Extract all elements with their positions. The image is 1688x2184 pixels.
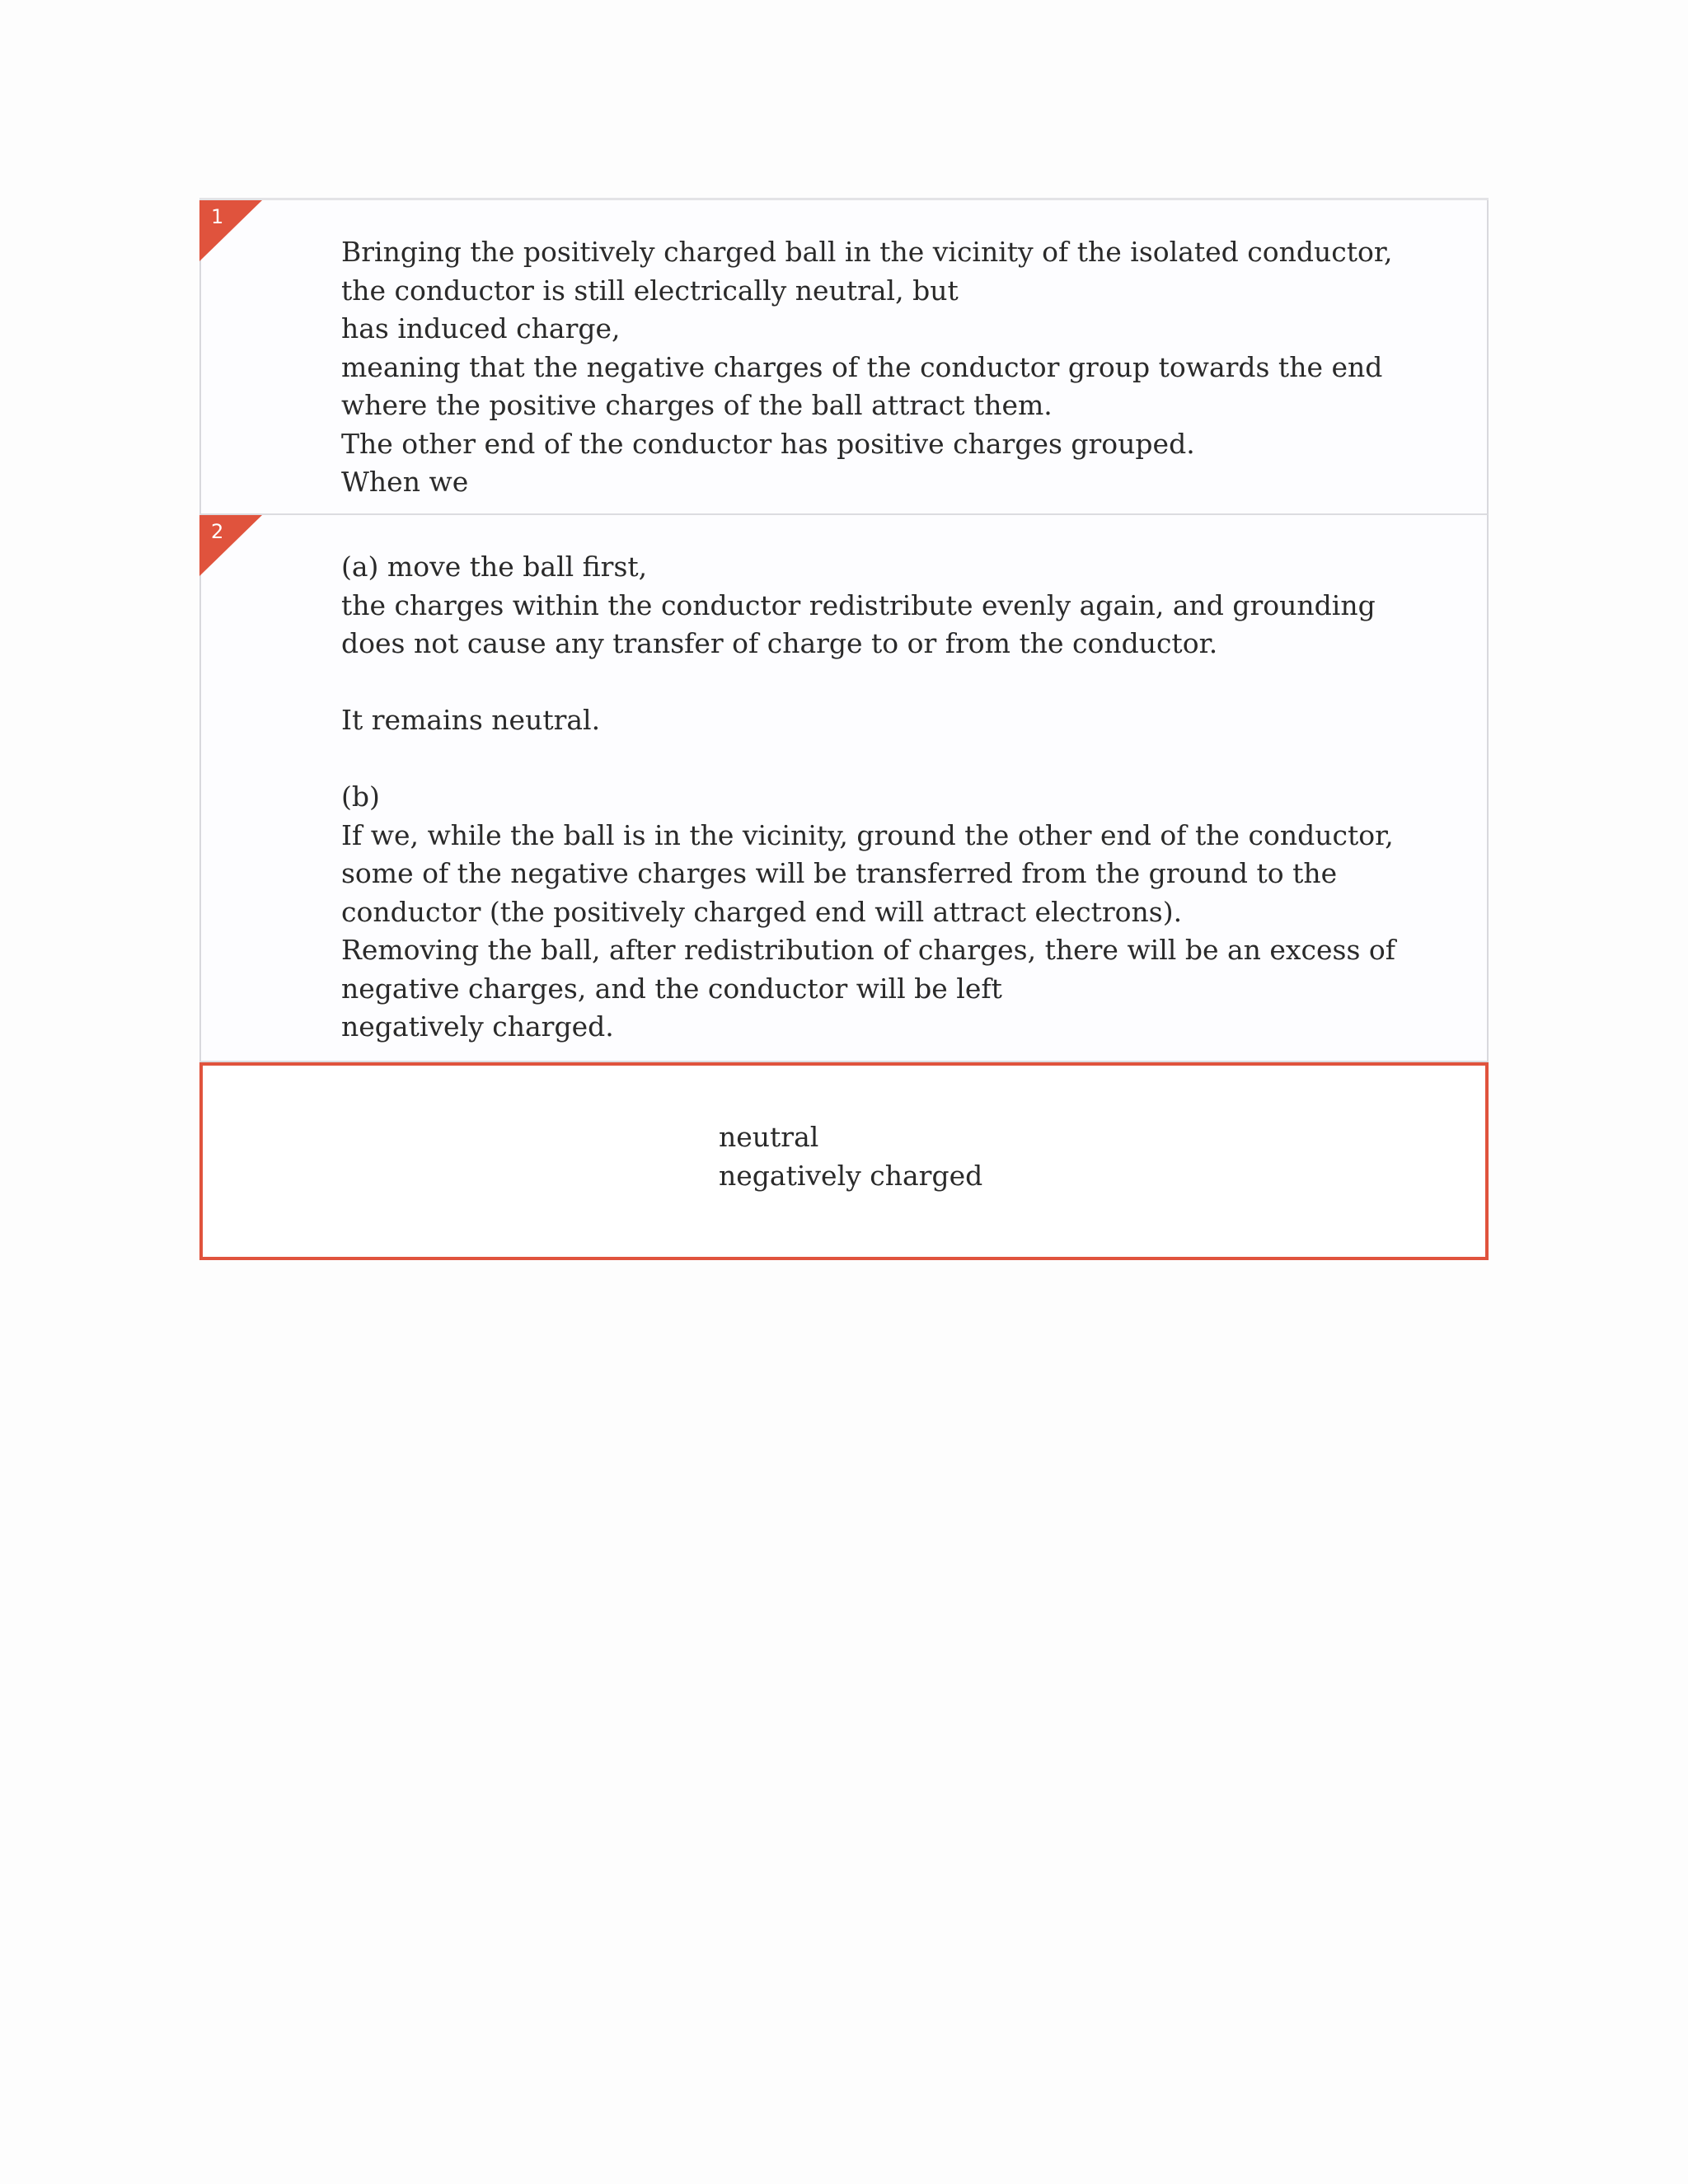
blank-line — [341, 663, 1413, 702]
text-line: It remains neutral. — [341, 704, 601, 736]
final-answer-box — [199, 1062, 1489, 1260]
text-line: (a) move the ball first, — [341, 551, 648, 583]
flag-triangle-icon — [199, 200, 262, 261]
text-line: the conductor is still electrically neutral, but — [341, 274, 959, 307]
step-number: 2 — [211, 520, 224, 543]
text-line: (b) — [341, 780, 380, 813]
text-line: the charges within the conductor redistribute evenly again, and grounding — [341, 588, 1376, 621]
blank-line — [341, 740, 1413, 779]
step-text — [341, 233, 1413, 502]
text-line: does not cause any transfer of charge to or from the conductor. — [341, 627, 1218, 659]
text-line: negatively charged. — [341, 1010, 614, 1043]
answer-line: negatively charged — [719, 1159, 983, 1192]
text-line: meaning that the negative charges of the conductor group towards the end — [341, 350, 1383, 383]
text-line: When we — [341, 466, 469, 498]
text-line: Bringing the positively charged ball in the vicinity of the isolated conductor, — [341, 236, 1393, 268]
step-number-flag — [199, 200, 262, 261]
text-line: conductor (the positively charged end will attract electrons). — [341, 895, 1183, 928]
text-line: some of the negative charges will be transferred from the ground to the — [341, 857, 1338, 889]
text-line: If we, while the ball is in the vicinity, ground the other end of the conductor, — [341, 818, 1394, 851]
solution-container — [199, 198, 1489, 1260]
step-1 — [199, 200, 1489, 515]
flag-triangle-icon — [199, 515, 262, 576]
final-answer — [719, 1118, 982, 1195]
text-line: negative charges, and the conductor will be left — [341, 972, 1002, 1005]
step-number: 1 — [211, 205, 224, 228]
step-2 — [199, 515, 1489, 1062]
text-line: The other end of the conductor has positive charges grouped. — [341, 427, 1195, 460]
step-text — [341, 548, 1413, 1047]
text-line: has induced charge, — [341, 312, 621, 344]
answer-line: neutral — [719, 1121, 819, 1153]
text-line: where the positive charges of the ball attract them. — [341, 389, 1053, 421]
step-number-flag — [199, 515, 262, 576]
text-line: Removing the ball, after redistribution of charges, there will be an excess of — [341, 934, 1395, 966]
